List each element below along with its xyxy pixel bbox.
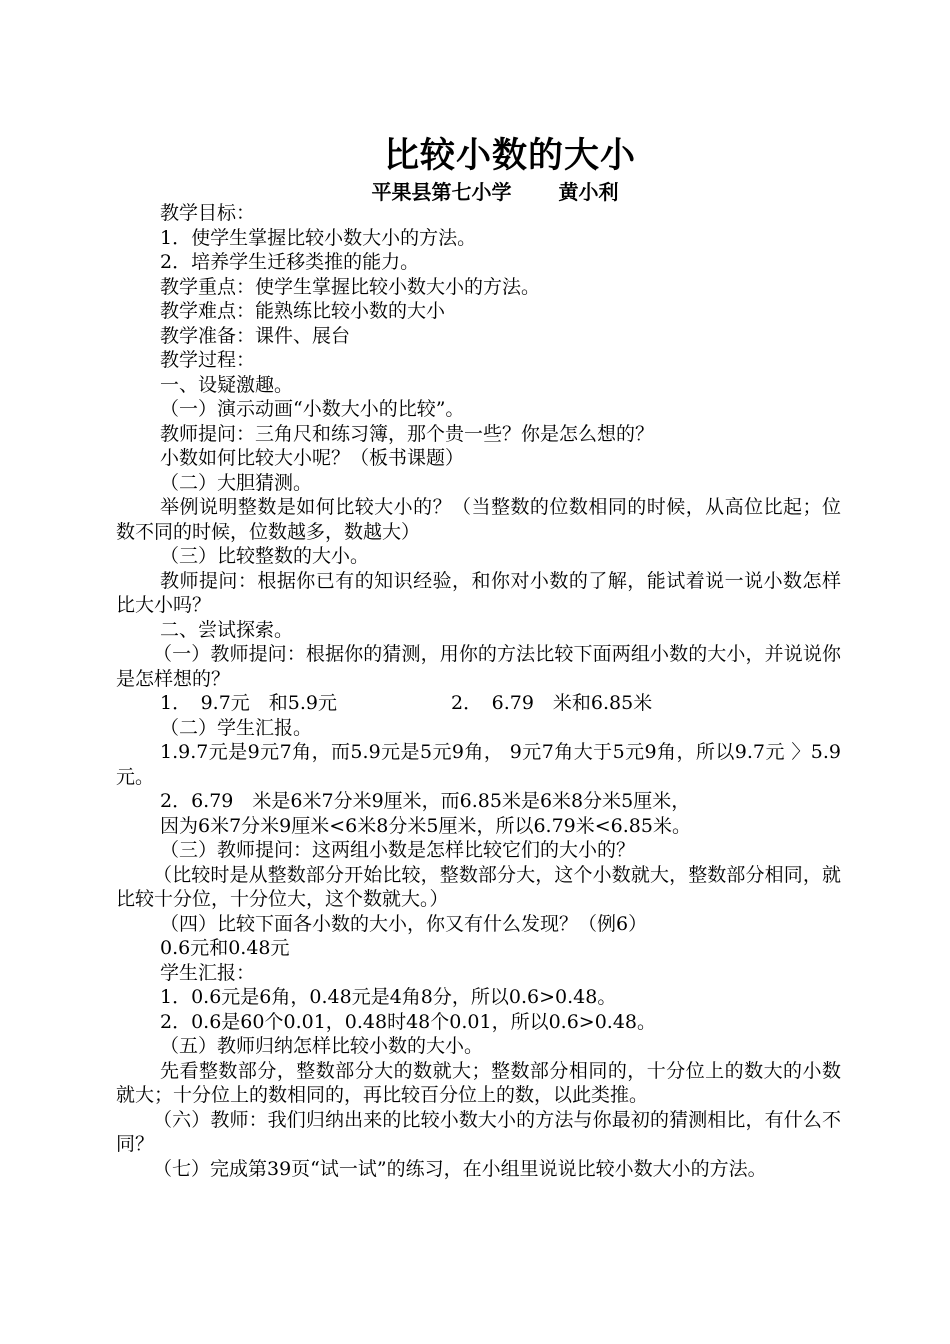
section-heading: 二、尝试探索。 bbox=[160, 618, 294, 641]
document-body bbox=[116, 201, 841, 1181]
text-line: 1．0.6元是6角，0.48元是4角8分，所以0.6>0.48。 bbox=[160, 986, 617, 1008]
text-paragraph: （七）完成第39页“试一试”的练习，在小组里说说比较小数大小的方法。 bbox=[153, 1157, 767, 1180]
text-line: 教学目标： bbox=[160, 202, 256, 224]
text-paragraph: （一）教师提问：根据你的猜测，用你的方法比较下面两组小数的大小，并说说你是怎样想的？ bbox=[116, 643, 841, 690]
text-line: 教师提问：三角尺和练习簿，那个贵一些？你是怎么想的？ bbox=[160, 422, 655, 445]
text-line: 教学过程： bbox=[160, 349, 256, 371]
text-paragraph: 先看整数部分，整数部分大的数就大；整数部分相同的，十分位上的数大的小数就大；十分位上的数相同的，再比较百分位上的数，以此类推。 bbox=[116, 1059, 841, 1106]
section-heading: 一、设疑激趣。 bbox=[160, 373, 294, 396]
page-title: 比较小数的大小 bbox=[383, 135, 636, 176]
text-line: 小数如何比较大小呢？（板书课题） bbox=[160, 447, 465, 469]
text-line: 教学准备：课件、展台 bbox=[160, 324, 351, 347]
text-line: 1． 9.7元 和5.9元 2． 6.79 米和6.85米 bbox=[160, 692, 653, 714]
text-paragraph: 教师提问：根据你已有的知识经验，和你对小数的了解，能试着说一说小数怎样比大小吗？ bbox=[116, 569, 841, 616]
text-line: 教学难点：能熟练比较小数的大小 bbox=[160, 300, 446, 322]
text-line: （二）大胆猜测。 bbox=[160, 471, 313, 494]
text-line: 教学重点：使学生掌握比较小数大小的方法。 bbox=[160, 275, 541, 298]
text-paragraph: （比较时是从整数部分开始比较，整数部分大，这个小数就大，整数部分相同，就比较十分位，十分位大，这个数就大。） bbox=[116, 863, 841, 910]
text-line: 0.6元和0.48元 bbox=[160, 937, 290, 959]
text-line: （三）比较整数的大小。 bbox=[160, 545, 370, 567]
text-paragraph: 举例说明整数是如何比较大小的？（当整数的位数相同的时候，从高位比起；位数不同的时候，位数越多，数越大） bbox=[116, 496, 841, 543]
text-line: （一）演示动画“小数大小的比较”。 bbox=[160, 398, 465, 420]
text-line: 2．培养学生迁移类推的能力。 bbox=[160, 251, 420, 273]
text-line: 2．0.6是60个0.01，0.48时48个0.01，所以0.6>0.48。 bbox=[160, 1010, 657, 1033]
text-line: 因为6米7分米9厘米<6米8分米5厘米，所以6.79米<6.85米。 bbox=[160, 814, 691, 837]
text-line: （二）学生汇报。 bbox=[160, 716, 313, 739]
text-line: （三）教师提问：这两组小数是怎样比较它们的大小的？ bbox=[160, 839, 636, 861]
text-line: 2．6.79 米是6米7分米9厘米，而6.85米是6米8分米5厘米， bbox=[160, 790, 691, 812]
text-paragraph: 1.9.7元是9元7角，而5.9元是5元9角， 9元7角大于5元9角，所以9.7元 〉5.9元。 bbox=[116, 741, 841, 788]
text-line: 学生汇报： bbox=[160, 961, 256, 984]
text-line: 1．使学生掌握比较小数大小的方法。 bbox=[160, 226, 477, 249]
text-line: （五）教师归纳怎样比较小数的大小。 bbox=[160, 1035, 484, 1057]
text-paragraph: （六）教师：我们归纳出来的比较小数大小的方法与你最初的猜测相比，有什么不同？ bbox=[116, 1108, 841, 1155]
text-line: （四）比较下面各小数的大小，你又有什么发现？（例6） bbox=[160, 912, 648, 935]
author-line: 平果县第七小学 黄小利 bbox=[371, 180, 619, 204]
